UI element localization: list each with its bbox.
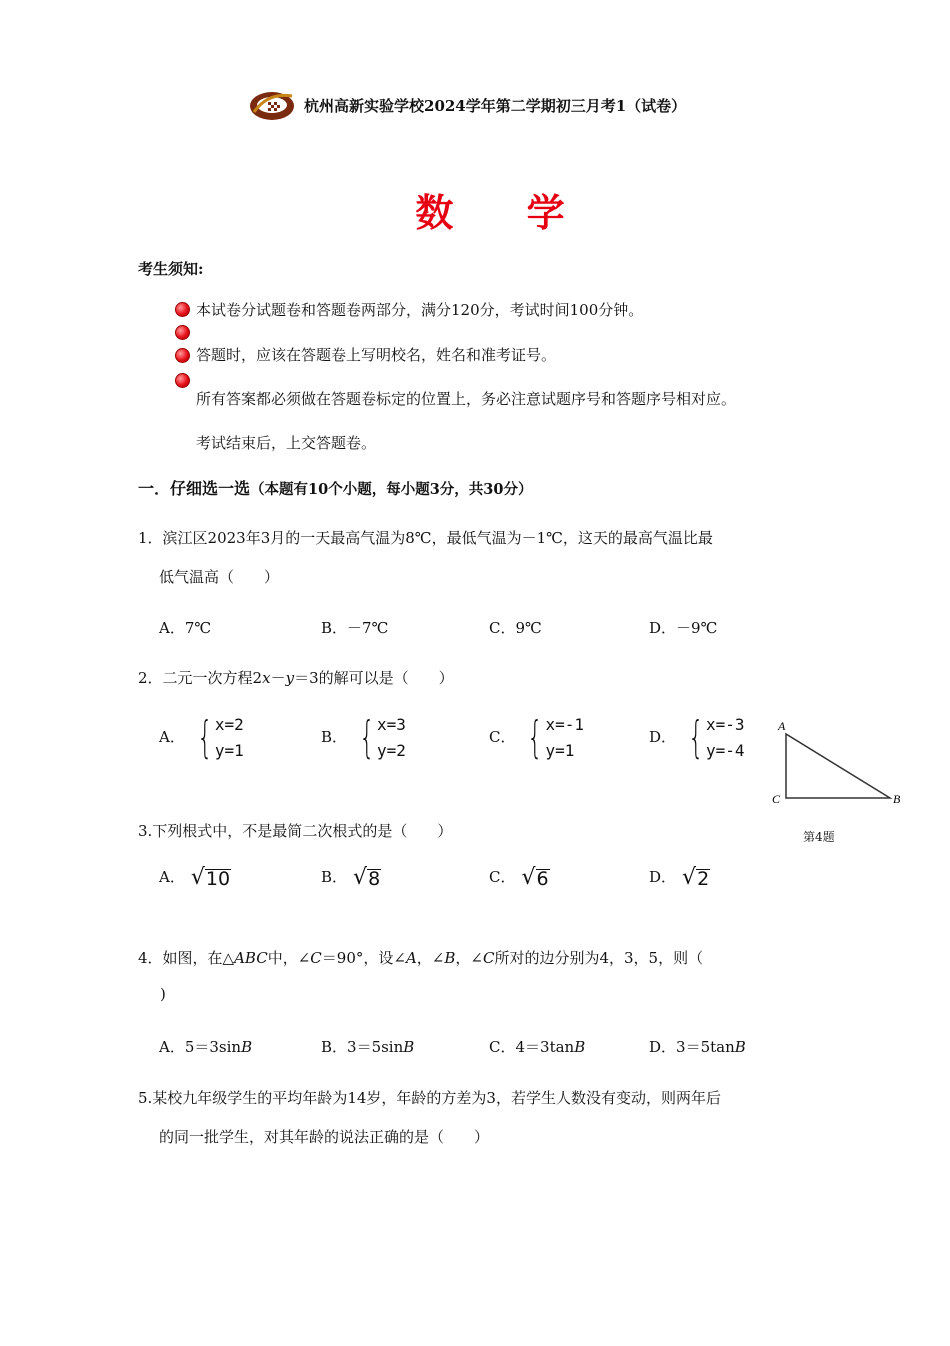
q4-text: ，∠ bbox=[416, 949, 445, 967]
equation-system: { x=3 y=2 bbox=[359, 712, 406, 763]
sqrt-expression: √ 6 bbox=[521, 864, 549, 890]
section-title: 一．仔细选一选 bbox=[138, 479, 251, 498]
q4-option-c bbox=[489, 1036, 585, 1057]
vertex-label-a: A bbox=[778, 719, 786, 733]
option-text: B．3＝5sin bbox=[321, 1038, 404, 1056]
question-1-line1: 1．滨江区2023年3月的一天最高气温为8℃，最低气温为－1℃，这天的最高气温比最 bbox=[138, 529, 713, 547]
triangle-abc bbox=[786, 734, 890, 798]
radicand: 2 bbox=[697, 867, 710, 890]
q2-option-c bbox=[489, 712, 584, 764]
equation-system: { x=2 y=1 bbox=[197, 712, 244, 763]
equation: y=1 bbox=[545, 741, 575, 760]
q3-option-c bbox=[489, 866, 550, 889]
equation: y=2 bbox=[377, 741, 406, 760]
q2-option-a bbox=[159, 712, 244, 764]
notice-item: 考试结束后，上交答题卷。 bbox=[196, 434, 377, 452]
q2-text-end: ＝3的解可以是（ ） bbox=[294, 669, 454, 687]
equation: x=-3 bbox=[706, 715, 745, 734]
q4-text: 4．如图，在△ bbox=[138, 949, 235, 967]
question-1-line2: 低气温高（ ） bbox=[159, 568, 280, 586]
q2-var-y: y bbox=[285, 669, 295, 687]
q4-option-b bbox=[321, 1036, 414, 1057]
q4-text: 所对的边分别为4，3，5，则（ bbox=[494, 949, 704, 967]
option-label: B． bbox=[321, 728, 348, 746]
equation: x=3 bbox=[377, 715, 406, 734]
option-label: D． bbox=[649, 868, 677, 886]
figure-caption: 第4题 bbox=[803, 830, 835, 844]
q3-option-a bbox=[159, 866, 231, 889]
sqrt-expression: √ 2 bbox=[682, 864, 710, 890]
notice-item: 本试卷分试题卷和答题卷两部分，满分120分，考试时间100分钟。 bbox=[196, 301, 644, 319]
option-var: B bbox=[403, 1038, 415, 1056]
bullet-icon bbox=[175, 325, 190, 340]
equation: x=-1 bbox=[545, 715, 585, 734]
q4-text: ＝90°，设∠ bbox=[321, 949, 406, 967]
question-5-line2: 的同一批学生，对其年龄的说法正确的是（ ） bbox=[159, 1128, 490, 1146]
page-header bbox=[248, 86, 686, 124]
school-logo bbox=[248, 86, 296, 124]
equation-system: { x=-1 y=1 bbox=[527, 712, 585, 763]
option-label: C． bbox=[489, 728, 516, 746]
radicand: 6 bbox=[536, 867, 549, 890]
q2-var-x: x bbox=[262, 669, 271, 687]
option-label: A． bbox=[159, 728, 185, 746]
section-heading bbox=[138, 476, 532, 499]
q1-option-d: D．－9℃ bbox=[649, 619, 718, 637]
vertex-label-b: B bbox=[893, 792, 901, 806]
subject-title: 数 学 bbox=[415, 190, 595, 235]
notice-item: 答题时，应该在答题卷上写明校名，姓名和准考证号。 bbox=[196, 346, 557, 364]
q4-var: C bbox=[482, 949, 495, 967]
q3-option-b bbox=[321, 866, 381, 889]
q2-minus: － bbox=[270, 669, 286, 687]
bullet-icon bbox=[175, 373, 190, 388]
radicand: 10 bbox=[205, 867, 231, 890]
notice-label: 考生须知: bbox=[138, 260, 204, 278]
vertex-label-c: C bbox=[772, 792, 781, 806]
question-3: 3.下列根式中，不是最简二次根式的是（ ） bbox=[138, 822, 453, 840]
option-label: D． bbox=[649, 728, 677, 746]
equation: y=-4 bbox=[706, 741, 745, 760]
option-text: A．5＝3sin bbox=[159, 1038, 242, 1056]
triangle-figure bbox=[766, 712, 906, 812]
q4-var: A bbox=[405, 949, 417, 967]
question-4-line2: ) bbox=[160, 985, 166, 1003]
q4-var: ABC bbox=[234, 949, 268, 967]
q1-option-b: B．－7℃ bbox=[321, 619, 389, 637]
bullet-icon bbox=[175, 348, 190, 363]
q4-var: B bbox=[444, 949, 456, 967]
radicand: 8 bbox=[368, 867, 381, 890]
q4-option-d bbox=[649, 1036, 746, 1057]
q3-option-d bbox=[649, 866, 710, 889]
equation: x=2 bbox=[214, 715, 244, 734]
section-detail: （本题有10个小题，每小题3分，共30分） bbox=[250, 481, 533, 498]
equation: y=1 bbox=[214, 741, 244, 760]
q1-option-a: A．7℃ bbox=[159, 619, 212, 637]
q4-text: ，∠ bbox=[455, 949, 483, 967]
q1-option-c: C．9℃ bbox=[489, 619, 542, 637]
exam-title: 杭州高新实验学校2024学年第二学期初三月考1（试卷） bbox=[304, 96, 687, 115]
option-label: C． bbox=[489, 868, 516, 886]
option-text: C．4＝3tan bbox=[489, 1038, 575, 1056]
option-var: B bbox=[734, 1038, 746, 1056]
q2-text: 2．二元一次方程2 bbox=[138, 669, 263, 687]
q4-var: C bbox=[310, 949, 322, 967]
option-var: B bbox=[241, 1038, 253, 1056]
option-var: B bbox=[574, 1038, 586, 1056]
sqrt-expression: √ 8 bbox=[353, 864, 381, 890]
q4-text: 中，∠ bbox=[267, 949, 311, 967]
q2-option-b bbox=[321, 712, 406, 764]
question-2 bbox=[138, 667, 454, 688]
option-text: D．3＝5tan bbox=[649, 1038, 735, 1056]
sqrt-expression: √ 10 bbox=[190, 864, 231, 890]
question-4-line1 bbox=[138, 947, 703, 968]
equation-system: { x=-3 y=-4 bbox=[688, 712, 745, 763]
option-label: A． bbox=[159, 868, 185, 886]
q2-option-d bbox=[649, 712, 745, 764]
option-label: B． bbox=[321, 868, 348, 886]
question-5-line1: 5.某校九年级学生的平均年龄为14岁，年龄的方差为3，若学生人数没有变动，则两年后 bbox=[138, 1089, 721, 1107]
q4-option-a bbox=[159, 1036, 252, 1057]
notice-item: 所有答案都必须做在答题卷标定的位置上，务必注意试题序号和答题序号相对应。 bbox=[196, 390, 737, 408]
bullet-icon bbox=[175, 302, 190, 317]
